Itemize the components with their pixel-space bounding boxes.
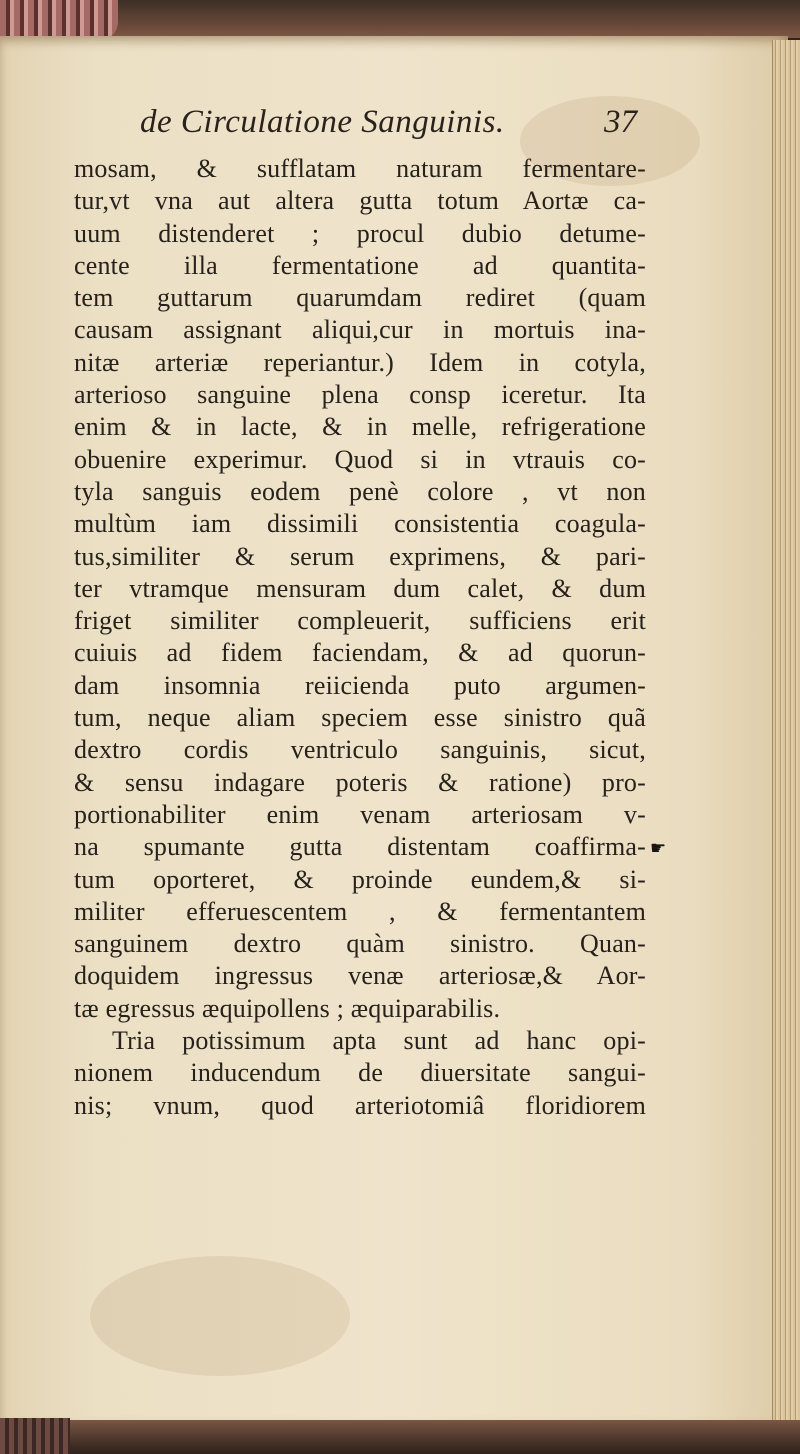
text-line: nitæ arteriæ reperiantur.) Idem in cotyla, — [74, 347, 646, 377]
text-line: tur,vt vna aut altera gutta totum Aortæ ca- — [74, 186, 646, 216]
bottom-headband — [0, 1418, 70, 1454]
text-line: dam insomnia reiicienda puto argumen- — [74, 670, 646, 700]
text-line: na spumante gutta distentam coaffirma- — [74, 832, 646, 862]
text-line: cente illa fermentatione ad quantita- — [74, 250, 646, 280]
body-text — [74, 153, 646, 1122]
text-line: doquidem ingressus venæ arteriosæ,& Aor- — [74, 961, 646, 991]
text-line: uum distenderet ; procul dubio detume- — [74, 218, 646, 248]
headband — [0, 0, 118, 40]
paper-stain — [90, 1256, 350, 1376]
text-line: ter vtramque mensuram dum calet, & dum — [74, 573, 646, 603]
bottom-binding — [0, 1420, 800, 1454]
text-line: tem guttarum quarumdam rediret (quam — [74, 283, 646, 313]
text-line: militer efferuescentem , & fermentantem — [74, 896, 646, 926]
page-edges — [772, 40, 800, 1424]
text-line: nionem inducendum de diuersitate sangui- — [74, 1058, 646, 1088]
text-line: nis; vnum, quod arteriotomiâ floridiorem — [74, 1090, 646, 1120]
page-number: 37 — [604, 104, 637, 140]
text-line: sanguinem dextro quàm sinistro. Quan- — [74, 929, 646, 959]
text-line: tæ egressus æquipollens ; æquiparabilis. — [74, 993, 501, 1023]
text-line: arterioso sanguine plena consp iceretur. Ita — [74, 380, 646, 410]
text-line: mosam, & sufflatam naturam fermentare- — [74, 154, 646, 183]
text-line: & sensu indagare poteris & ratione) pro- — [74, 767, 646, 797]
text-line: tum, neque aliam speciem esse sinistro quã — [74, 703, 646, 733]
text-line: obuenire experimur. Quod si in vtrauis co- — [74, 444, 646, 474]
manicule-icon: ☛ — [650, 838, 667, 859]
text-line: cuiuis ad fidem faciendam, & ad quorun- — [74, 638, 646, 668]
text-line: tus,similiter & serum exprimens, & pari- — [74, 541, 646, 571]
running-title: de Circulatione Sanguinis. — [140, 104, 505, 140]
text-line: enim & in lacte, & in melle, refrigeratione — [74, 412, 646, 442]
text-line: dextro cordis ventriculo sanguinis, sicut, — [74, 735, 646, 765]
text-line: friget similiter compleuerit, sufficiens erit — [74, 606, 646, 636]
text-line: portionabiliter enim venam arteriosam v- — [74, 799, 646, 829]
running-head — [140, 104, 660, 148]
top-binding — [0, 0, 800, 38]
text-line: multùm iam dissimili consistentia coagula- — [74, 509, 646, 539]
text-line: tyla sanguis eodem penè colore , vt non — [74, 476, 646, 506]
text-line: causam assignant aliqui,cur in mortuis ina- — [74, 315, 646, 345]
text-line: tum oporteret, & proinde eundem,& si- — [74, 864, 646, 894]
text-line: Tria potissimum apta sunt ad hanc opi- — [112, 1026, 646, 1056]
